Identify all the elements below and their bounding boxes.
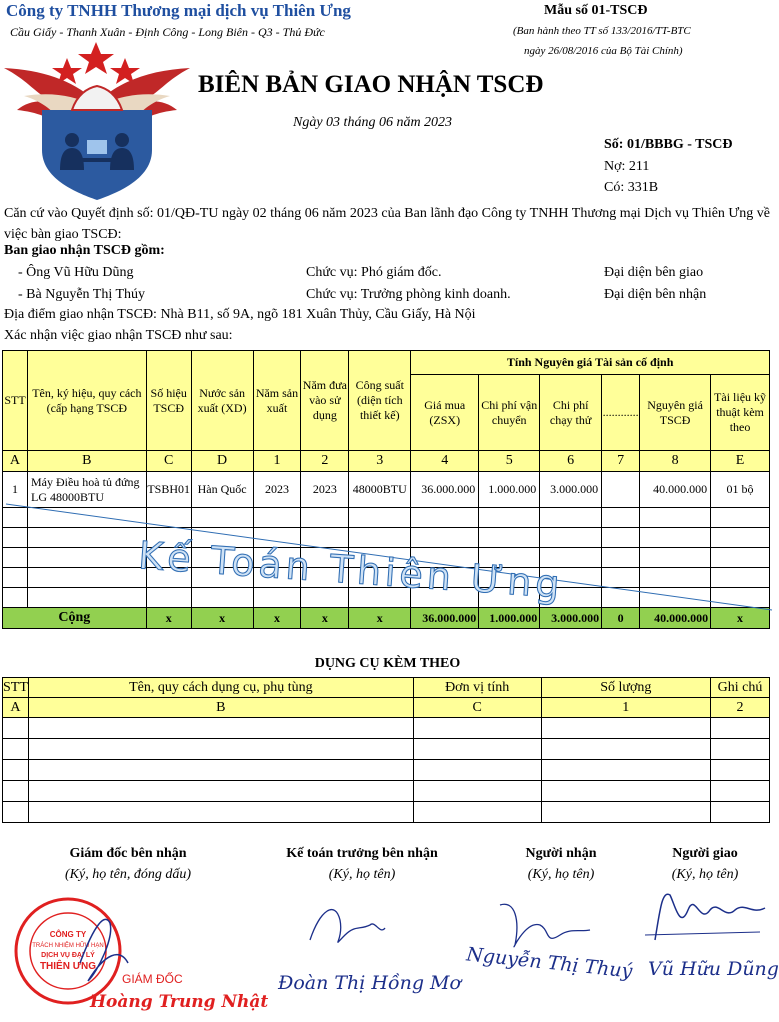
tools-title: DỤNG CỤ KÈM THEO (314, 656, 461, 671)
svg-text:THIÊN ƯNG: THIÊN ƯNG (39, 961, 97, 972)
member-name: - Ông Vũ Hữu Dũng (18, 265, 134, 280)
cell-trial: 3.000.000 (540, 472, 602, 508)
signer-name-receiver: Nguyễn Thị Thuý (465, 943, 634, 983)
table-row (3, 781, 770, 802)
col-header-original: Nguyên giá TSCĐ (640, 375, 711, 451)
col-header-other: ............ (602, 375, 640, 451)
logo-shield (42, 110, 152, 200)
signer-name-giver: Vũ Hữu Dũng (648, 958, 779, 980)
code-cell: B (28, 698, 413, 718)
code-row (3, 451, 770, 472)
tools-header-name: Tên, quy cách dụng cụ, phụ tùng (28, 678, 413, 698)
col-header-year-use: Năm đưa vào sử dụng (301, 351, 349, 451)
tools-code-row (3, 698, 770, 718)
cell-country: Hàn Quốc (191, 472, 253, 508)
signature-role: Người giao (672, 846, 738, 861)
document-date: Ngày 03 tháng 06 năm 2023 (293, 115, 453, 130)
col-header-capacity: Công suất (diện tích thiết kế) (349, 351, 411, 451)
cell-stt: 1 (3, 472, 28, 508)
cell-year-use: 2023 (301, 472, 349, 508)
signature-receiver (496, 846, 626, 883)
svg-text:TRÁCH NHIỆM HỮU HẠN: TRÁCH NHIỆM HỮU HẠN (32, 943, 104, 949)
tools-header-stt: STT (3, 678, 29, 698)
col-header-country: Nước sản xuất (XD) (191, 351, 253, 451)
signature-director (36, 846, 220, 883)
code-cell: B (27, 451, 146, 472)
form-basis-line1: (Ban hành theo TT số 133/2016/TT-BTC (513, 25, 691, 37)
signer-name-accountant: Đoàn Thị Hồng Mơ (278, 972, 461, 994)
total-original: 40.000.000 (640, 608, 711, 629)
code-cell: 1 (253, 451, 301, 472)
company-stamp (10, 893, 269, 1018)
code-cell: 2 (711, 698, 770, 718)
cell-year-made: 2023 (253, 472, 301, 508)
signature-giver (640, 846, 770, 883)
cell-capacity: 48000BTU (349, 472, 411, 508)
handover-location: Địa điểm giao nhận TSCĐ: Nhà B11, số 9A, ngõ 181 Xuân Thủy, Cầu Giấy, Hà Nội (4, 307, 476, 322)
company-logo (2, 40, 192, 200)
code-cell: 8 (640, 451, 711, 472)
signature-role: Kế toán trưởng bên nhận (286, 846, 438, 861)
code-cell: A (3, 451, 28, 472)
code-cell: 1 (541, 698, 711, 718)
signature-accountant (262, 846, 462, 883)
total-trial: 3.000.000 (540, 608, 602, 629)
form-basis-line2: ngày 26/08/2016 của Bộ Tài Chính) (524, 45, 683, 57)
tools-table (2, 677, 770, 823)
member-position: Chức vụ: Trưởng phòng kinh doanh. (306, 287, 511, 302)
col-header-cost-group: Tính Nguyên giá Tài sản cố định (411, 351, 770, 375)
signature-hint: (Ký, họ tên) (527, 867, 595, 882)
svg-text:DỊCH VỤ ĐẠI LÝ: DỊCH VỤ ĐẠI LÝ (41, 952, 95, 959)
tools-header-unit: Đơn vị tính (413, 678, 541, 698)
code-cell: 4 (411, 451, 479, 472)
table-row (3, 718, 770, 739)
form-number: Mẫu số 01-TSCĐ (544, 3, 648, 18)
watermark: Kế Toán Thiên Ưng (136, 533, 566, 607)
member-name: - Bà Nguyễn Thị Thúy (18, 287, 146, 302)
code-cell: D (191, 451, 253, 472)
debit-account: Nợ: 211 (604, 159, 650, 174)
code-cell: 3 (349, 451, 411, 472)
total-transport: 1.000.000 (479, 608, 540, 629)
cell-serial: TSBH01 (146, 472, 191, 508)
total-cell: x (253, 608, 301, 629)
logo-stars (52, 42, 140, 84)
company-address: Cầu Giấy - Thanh Xuân - Định Công - Long Biên - Q3 - Thủ Đức (10, 25, 325, 39)
total-label: Cộng (3, 608, 147, 629)
total-cell: x (146, 608, 191, 629)
col-header-stt: STT (3, 351, 28, 451)
code-cell: 7 (602, 451, 640, 472)
signature-scribble-giver (640, 880, 770, 950)
col-header-transport: Chi phí vận chuyển (479, 375, 540, 451)
cell-price: 36.000.000 (411, 472, 479, 508)
signature-hint: (Ký, họ tên) (328, 867, 396, 882)
tools-header-note: Ghi chú (711, 678, 770, 698)
signature-role: Giám đốc bên nhận (69, 846, 187, 861)
cell-transport: 1.000.000 (479, 472, 540, 508)
code-cell: C (146, 451, 191, 472)
cell-name: Máy Điều hoà tủ đứng LG 48000BTU (27, 472, 146, 508)
table-row (3, 802, 770, 823)
signature-hint: (Ký, họ tên) (671, 867, 739, 882)
credit-account: Có: 331B (604, 180, 659, 195)
code-cell: E (711, 451, 770, 472)
code-cell: A (3, 698, 29, 718)
decision-basis: Căn cứ vào Quyết định số: 01/QĐ-TU ngày 02 tháng 06 năm 2023 của Ban lãnh đạo Công ty TNHH Thương mại Dịch vụ Thiên Ưng về việc bàn giao TSCĐ: (4, 206, 770, 242)
total-other: 0 (602, 608, 640, 629)
board-label: Ban giao nhận TSCĐ gồm: (4, 243, 165, 258)
code-cell: 6 (540, 451, 602, 472)
table-row (3, 739, 770, 760)
total-cell: x (191, 608, 253, 629)
cell-original: 40.000.000 (640, 472, 711, 508)
company-name: Công ty TNHH Thương mại dịch vụ Thiên Ưng (6, 1, 351, 20)
svg-text:GIÁM ĐỐC: GIÁM ĐỐC (122, 972, 183, 986)
member-represent: Đại diện bên nhận (604, 287, 707, 302)
signature-scribble-accountant (300, 890, 390, 960)
tools-header-quantity: Số lượng (541, 678, 711, 698)
signature-hint: (Ký, họ tên, đóng dấu) (65, 867, 191, 882)
svg-text:CÔNG TY: CÔNG TY (49, 930, 87, 939)
total-cell: x (349, 608, 411, 629)
col-header-trial: Chi phí chạy thử (540, 375, 602, 451)
code-cell: 2 (301, 451, 349, 472)
code-cell: C (413, 698, 541, 718)
total-price: 36.000.000 (411, 608, 479, 629)
col-header-docs: Tài liệu kỹ thuật kèm theo (711, 375, 770, 451)
table-row (3, 760, 770, 781)
col-header-serial: Số hiệu TSCĐ (146, 351, 191, 451)
total-docs: x (711, 608, 770, 629)
col-header-year-made: Năm sản xuất (253, 351, 301, 451)
signature-role: Người nhận (525, 846, 597, 861)
col-header-name: Tên, ký hiệu, quy cách (cấp hạng TSCĐ (27, 351, 146, 451)
total-cell: x (301, 608, 349, 629)
document-title: BIÊN BẢN GIAO NHẬN TSCĐ (198, 71, 544, 98)
col-header-price: Giá mua (ZSX) (411, 375, 479, 451)
member-position: Chức vụ: Phó giám đốc. (306, 265, 442, 280)
member-represent: Đại diện bên giao (604, 265, 704, 280)
document-number: Số: 01/BBBG - TSCĐ (604, 137, 733, 152)
svg-text:Hoàng Trung Nhật: Hoàng Trung Nhật (90, 992, 269, 1012)
confirmation-line: Xác nhận việc giao nhận TSCĐ như sau: (4, 328, 233, 343)
cell-docs: 01 bộ (711, 472, 770, 508)
code-cell: 5 (479, 451, 540, 472)
